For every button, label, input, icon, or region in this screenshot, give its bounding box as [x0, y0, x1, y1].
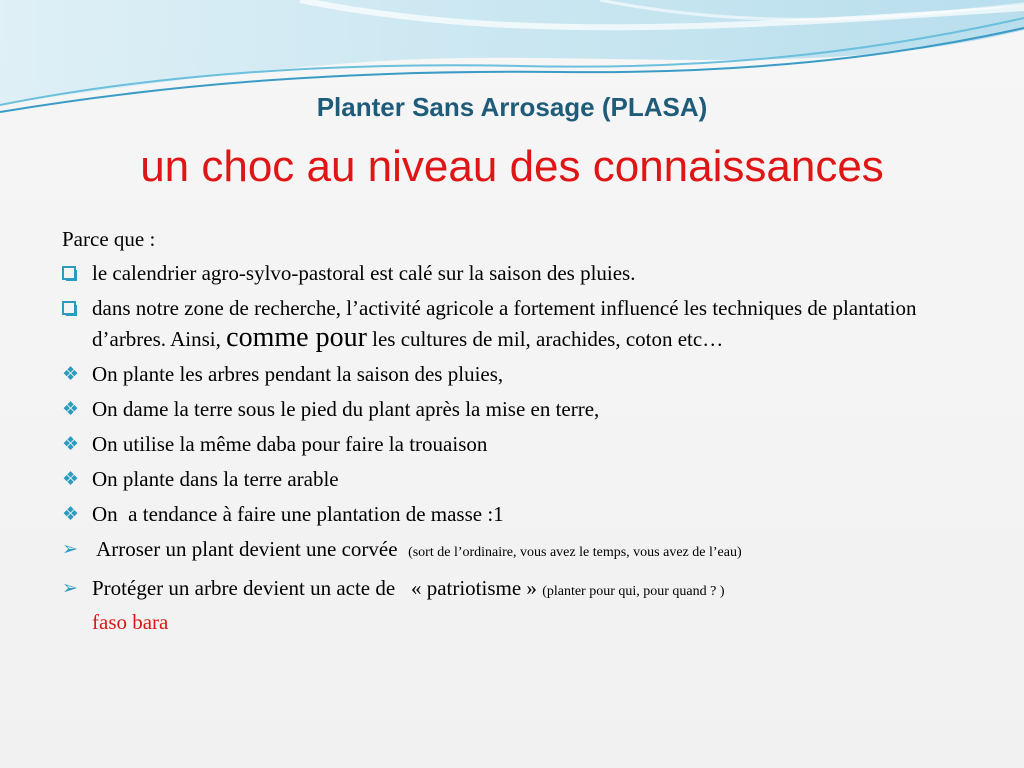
- list-item: [62, 359, 962, 389]
- bullet-list: [62, 258, 962, 637]
- list-item-text: On dame la terre sous le pied du plant après la mise en terre,: [92, 397, 600, 421]
- list-item: [62, 573, 962, 637]
- slide-title: Planter Sans Arrosage (PLASA): [316, 92, 708, 122]
- list-item-text: On plante dans la terre arable: [92, 467, 339, 491]
- list-item-text: Protéger un arbre devient un acte de « patriotisme » (planter pour qui, pour quand ? ) faso bara: [92, 576, 962, 637]
- faso-bara-text: faso bara: [92, 610, 169, 634]
- list-item: [62, 394, 962, 424]
- list-item: [62, 293, 962, 354]
- four-diamond-icon: ❖: [62, 398, 80, 420]
- list-item-text: On plante les arbres pendant la saison des pluies,: [92, 362, 504, 386]
- slide-subtitle: un choc au niveau des connaissances: [140, 142, 884, 191]
- intro-text: Parce que :: [62, 227, 156, 251]
- list-item-text: dans notre zone de recherche, l’activité agricole a fortement influencé les techniques de plantation d’arbres. Ainsi, comme pour les cultures de mil, arachides, coton etc…: [92, 296, 917, 353]
- checkbox-icon: [62, 293, 84, 326]
- list-item-text: le calendrier agro-sylvo-pastoral est calé sur la saison des pluies.: [92, 261, 636, 285]
- list-item-text: On utilise la même daba pour faire la trouaison: [92, 432, 488, 456]
- list-item: [62, 258, 962, 288]
- four-diamond-icon: ❖: [62, 468, 80, 490]
- arrow-right-icon: ➢: [62, 538, 78, 560]
- four-diamond-icon: ❖: [62, 433, 80, 455]
- list-item-text: On a tendance à faire une plantation de masse :1: [92, 502, 504, 526]
- note-text: (sort de l’ordinaire, vous avez le temps, vous avez de l’eau): [408, 545, 742, 560]
- four-diamond-icon: ❖: [62, 503, 80, 525]
- list-item: [62, 464, 962, 494]
- four-diamond-icon: ❖: [62, 363, 80, 385]
- slide-body: [62, 224, 962, 642]
- list-item: [62, 534, 962, 568]
- list-item: [62, 499, 962, 529]
- list-item: [62, 429, 962, 459]
- arrow-right-icon: ➢: [62, 577, 78, 599]
- emphasis-text: comme pour: [226, 322, 367, 353]
- list-item-text: Arroser un plant devient une corvée (sort de l’ordinaire, vous avez le temps, vous avez de l’eau): [92, 537, 742, 561]
- checkbox-icon: [62, 258, 84, 291]
- note-text: (planter pour qui, pour quand ? ): [542, 584, 725, 599]
